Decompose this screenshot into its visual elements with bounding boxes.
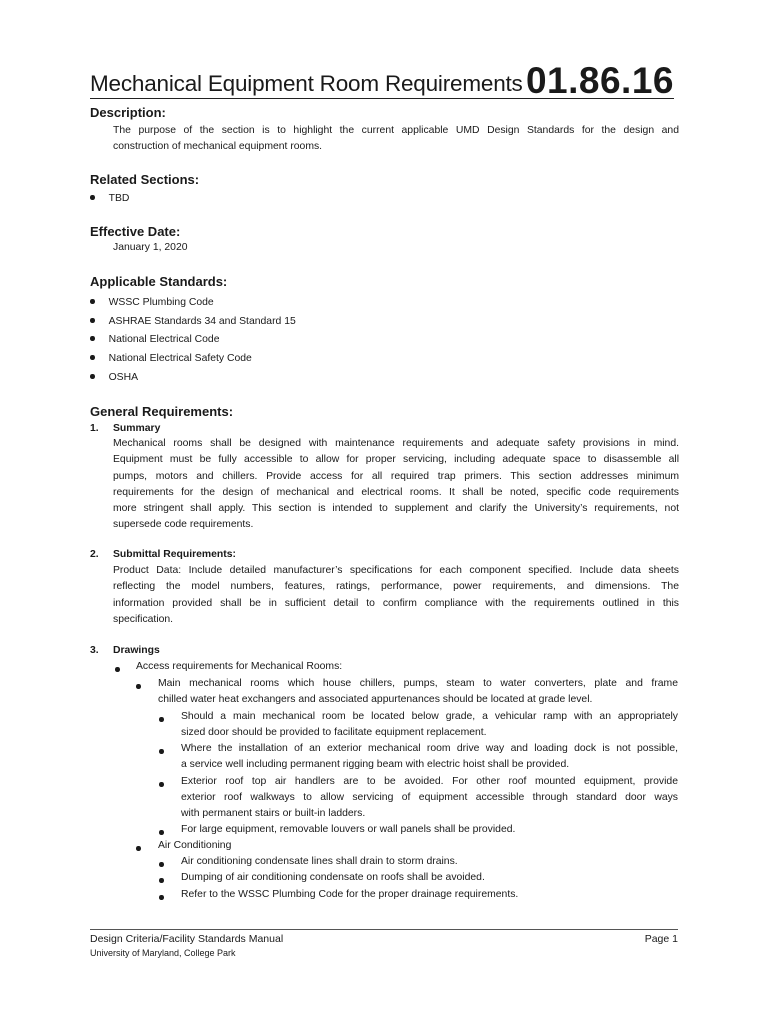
bullet-icon	[159, 717, 164, 722]
standard-item: OSHA	[90, 370, 138, 386]
summary-line: more stringent shall apply. This section is intended to supplement and clarify the University’s requirements, not	[113, 503, 679, 514]
drive-way-line: Where the installation of an exterior mechanical room drive way and loading dock is not possible,	[181, 743, 678, 754]
bullet-icon	[115, 667, 120, 672]
standard-item: National Electrical Code	[90, 332, 219, 348]
effective-date-heading: Effective Date:	[90, 224, 181, 239]
bullet-icon	[159, 749, 164, 754]
page-title: Mechanical Equipment Room Requirements	[90, 71, 523, 96]
main-mech-room-line: Main mechanical rooms which house chillers, pumps, steam to water converters, plate and frame	[158, 678, 678, 689]
bullet-icon	[159, 830, 164, 835]
related-sections-heading: Related Sections:	[90, 172, 200, 187]
roof-equipment-line: exterior roof walkways to allow servicing of equipment accessible through standard door ways	[181, 792, 678, 803]
general-requirements-heading: General Requirements:	[90, 404, 234, 419]
effective-date-value: January 1, 2020	[113, 242, 188, 253]
footer-divider	[90, 929, 678, 930]
standard-item: WSSC Plumbing Code	[90, 295, 214, 311]
bullet-icon	[136, 684, 141, 689]
bullet-icon	[90, 336, 95, 341]
roof-equipment-line: with permanent stairs or built-in ladders.	[181, 808, 366, 819]
bullet-icon	[90, 299, 95, 304]
page-number: Page 1	[644, 933, 678, 945]
submittal-heading: 2. Submittal Requirements:	[90, 549, 236, 560]
standard-item: ASHRAE Standards 34 and Standard 15	[90, 314, 296, 330]
main-mech-room-line: chilled water heat exchangers and associated appurtenances should be located at grade level.	[158, 694, 593, 705]
bullet-icon	[159, 782, 164, 787]
summary-line: Equipment must be fully accessible to allow for proper servicing, including adequate space to disassemble all	[113, 454, 679, 465]
drive-way-line: a service well including permanent rigging beam with electric hoist shall be provided.	[181, 759, 570, 770]
bullet-icon	[159, 895, 164, 900]
title-bar	[90, 54, 674, 99]
summary-line: supersede code requirements.	[113, 519, 254, 530]
roof-equipment-line: Exterior roof top air handlers are to be avoided. For other roof mounted equipment, provide	[181, 776, 678, 787]
bullet-icon	[159, 878, 164, 883]
summary-line: Mechanical rooms shall be designed with maintenance requirements and adequate safety provisions in mind.	[113, 438, 679, 449]
bullet-icon	[90, 318, 95, 323]
below-grade-line: Should a main mechanical room be located below grade, a vehicular ramp with an appropriately	[181, 711, 678, 722]
submittal-line: reflecting the model numbers, features, ratings, performance, power requirements, and dimensions. The	[113, 581, 679, 592]
bullet-icon	[136, 846, 141, 851]
ac-item: Air conditioning condensate lines shall drain to storm drains.	[181, 856, 458, 867]
footer-manual: Design Criteria/Facility Standards Manual	[90, 933, 284, 945]
footer-institution: University of Maryland, College Park	[90, 948, 236, 958]
summary-line: requirements for the design of mechanical and electrical rooms. It shall be noted, specific code requirements	[113, 487, 679, 498]
description-heading: Description:	[90, 105, 166, 120]
bullet-icon	[90, 374, 95, 379]
description-line-2: construction of mechanical equipment rooms.	[113, 141, 323, 152]
summary-heading: 1. Summary	[90, 423, 161, 434]
below-grade-line: sized door should be provided to facilitate equipment replacement.	[181, 727, 487, 738]
related-item: TBD	[90, 191, 129, 207]
drawings-heading: 3. Drawings	[90, 645, 160, 656]
ac-item: Dumping of air conditioning condensate on roofs shall be avoided.	[181, 872, 485, 883]
bullet-icon	[90, 195, 95, 200]
standard-item: National Electrical Safety Code	[90, 351, 252, 367]
submittal-line: information provided shall be in sufficient detail to confirm compliance with the requirements outlined in this	[113, 598, 679, 609]
air-conditioning-label: Air Conditioning	[158, 840, 232, 851]
access-requirements-label: Access requirements for Mechanical Rooms:	[136, 661, 343, 672]
summary-line: pumps, motors and chillers. Provide access for all required trap primers. This section addresses minimum	[113, 471, 679, 482]
section-number: 01.86.16	[525, 60, 674, 101]
large-equipment-line: For large equipment, removable louvers or wall panels shall be provided.	[181, 824, 516, 835]
bullet-icon	[90, 355, 95, 360]
bullet-icon	[159, 862, 164, 867]
submittal-line: Product Data: Include detailed manufacturer’s specifications for each component specified. Include data sheets	[113, 565, 679, 576]
standards-heading: Applicable Standards:	[90, 274, 228, 289]
ac-item: Refer to the WSSC Plumbing Code for the proper drainage requirements.	[181, 889, 519, 900]
description-line-1: The purpose of the section is to highlight the current applicable UMD Design Standards for the design and	[113, 125, 679, 136]
submittal-line: specification.	[113, 614, 174, 625]
